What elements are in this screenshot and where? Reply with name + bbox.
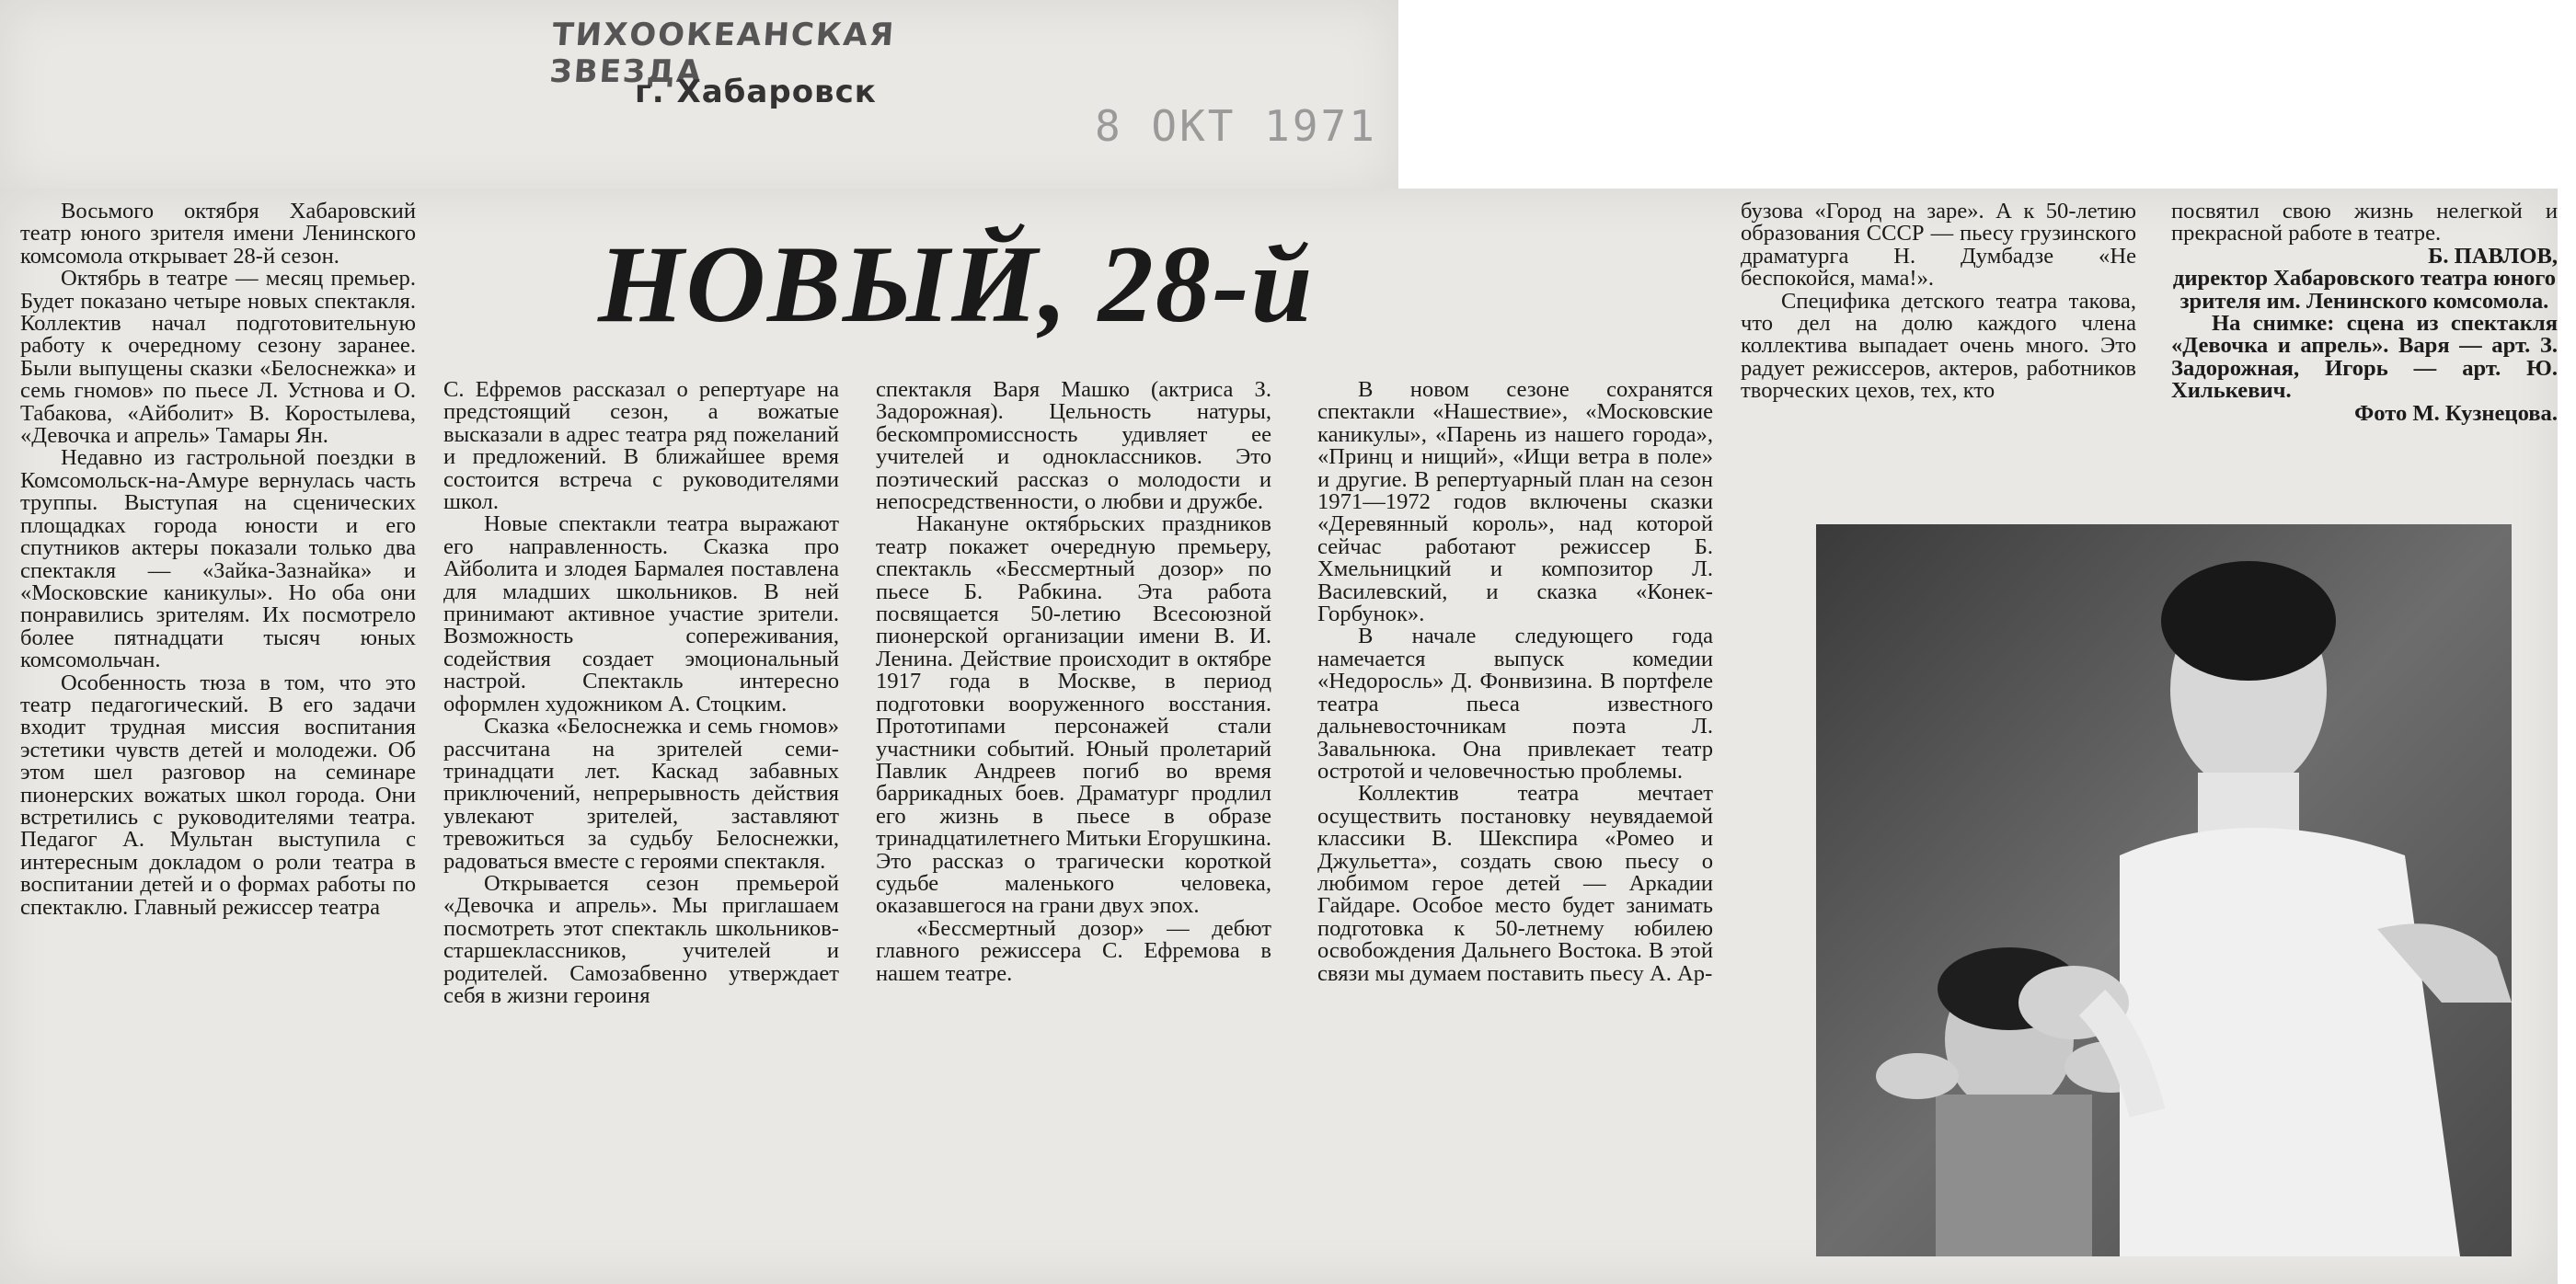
author-role: директор Хабаровского театра юного зрителя им. Ленинского комсомола. <box>2172 266 2557 314</box>
article-column-1 <box>20 201 416 919</box>
article-column-3 <box>876 379 1271 985</box>
stage-photo <box>1816 524 2512 1256</box>
paragraph: В начале следующего года намечается выпуск комедии «Недоросль» Д. Фонвизина. В портфеле театра пьеса известного дальневосточникам поэта Л. Завальнюка. Она привлекает театр остротой и человечностью проблемы. <box>1317 624 1713 784</box>
article-headline: НОВЫЙ, 28-й <box>598 223 1315 345</box>
paragraph: Коллектив театра мечтает осуществить постановку неувядаемой классики В. Шекспира «Ромео и Джульетта», создать свою пьесу о любимом герое детей — Аркадии Гайдаре. Особое место будет занимать подготовка к 50-летнему юбилею освобождения Дальнего Востока. В этой связи мы думаем поставить пьесу А. Ар- <box>1317 781 1713 986</box>
newspaper-masthead: ТИХООКЕАНСКАЯ ЗВЕЗДА <box>548 17 897 90</box>
article-column-6 <box>2171 201 2558 425</box>
photo-credit: Фото М. Кузнецова. <box>2354 400 2558 426</box>
paragraph: Накануне октябрьских праздников театр покажет очередную премьеру, спектакль «Бессмертный дозор» по пьесе Б. Рабкина. Эта работа посвящается 50-летию Всесоюзной пионерской организации имени В. И. Ленина. Действие происходит в октябре 1917 года в Москве, в период подготовки вооруженного восстания. Прототипами персонажей стали участники событий. Юный пролетарий Павлик Андреев погиб во время баррикадных боев. Драматург продлил его жизнь в пьесе в образе тринадцатилетнего Митьки Егорушкина. Это рассказ о трагически короткой судьбе маленького человека, оказавшегося на грани двух эпох. <box>876 511 1271 919</box>
paragraph: Новые спектакли театра выражают его направленность. Сказка про Айболита и злодея Бармалея поставлена для младших школьников. В ней принимают активное участие зрители. Возможность сопереживания, содействия создает эмоциональный настрой. Спектакль интересно оформлен художником А. Стоцким. <box>443 511 839 717</box>
paragraph: Сказка «Белоснежка и семь гномов» рассчитана на зрителей семи-тринадцати лет. Каскад забавных приключений, непрерывность действия увлекают зрителей, заставляют тревожиться за судьбу Белоснежки, радоваться вместе с героями спектакля. <box>443 714 839 874</box>
caption-text: сцена из спектакля «Девочка и апрель». Варя — арт. З. Задорожная, Игорь — арт. Ю. Хилькевич. <box>2171 311 2558 404</box>
author-signature: Б. ПАВЛОВ, <box>2428 243 2558 269</box>
date-stamp: 8 ОКТ 1971 <box>1095 101 1377 151</box>
paragraph: Октябрь в театре — месяц премьер. Будет показано четыре новых спектакля. Коллектив начал подготовительную работу к очередному сезону заранее. Были выпущены сказки «Белоснежка» и семь гномов» по пьесе Л. Устнова и О. Табакова, «Айболит» В. Коростылева, «Девочка и апрель» Тамары Ян. <box>20 266 416 449</box>
article-column-5 <box>1741 201 2136 403</box>
article-column-2 <box>443 379 839 1007</box>
photo-caption <box>2171 313 2558 403</box>
paragraph: посвятил свою жизнь нелегкой и прекрасной работе в театре. <box>2171 199 2558 246</box>
article-column-4 <box>1317 379 1713 985</box>
paragraph: В новом сезоне сохранятся спектакли «Нашествие», «Московские каникулы», «Парень из нашего города», «Принц и нищий», «Ищи ветра в поле» и другие. В репертуарный план на сезон 1971—1972 годов включены сказки «Деревянный король», над которой сейчас работают режиссер Б. Хмельницкий и композитор Л. Василевский, и сказка «Конек-Горбунок». <box>1317 377 1713 627</box>
paragraph: Открывается сезон премьерой «Девочка и апрель». Мы приглашаем посмотреть этот спектакль школьников-старшеклассников, учителей и родителей. Самозабвенно утверждает себя в жизни героиня <box>443 870 839 1008</box>
paragraph: «Бессмертный дозор» — дебют главного режиссера С. Ефремова в нашем театре. <box>876 915 1271 986</box>
paragraph: спектакля Варя Машко (актриса З. Задорожная). Цельность натуры, бескомпромиссность удивляет ее учителей и одноклассников. Это поэтический рассказ о молодости и непосредственности, о любви и дружбе. <box>876 377 1271 515</box>
paragraph: бузова «Город на заре». А к 50-летию образования СССР — пьесу грузинского драматурга Н. Думбадзе «Не беспокойся, мама!». <box>1741 199 2136 292</box>
caption-label: На снимке: <box>2212 311 2335 337</box>
paragraph: Восьмого октября Хабаровский театр юного зрителя имени Ленинского комсомола открывает 28-й сезон. <box>20 199 416 269</box>
photo-image <box>1816 524 2512 1256</box>
paragraph: Недавно из гастрольной поездки в Комсомольск-на-Амуре вернулась часть труппы. Выступая на сценических площадках города юности и его спутников актеры показали только два спектакля — «Зайка-Зазнайка» и «Московские каникулы». Но оба они понравились зрителям. Их посмотрело более пятнадцати тысяч юных комсомольчан. <box>20 445 416 673</box>
masthead-city: г. Хабаровск <box>635 74 877 110</box>
paragraph: С. Ефремов рассказал о репертуаре на предстоящий сезон, а вожатые высказали в адрес театра ряд пожеланий и предложений. В ближайшее время состоится встреча с руководителями школ. <box>443 377 839 515</box>
paragraph: Особенность тюза в том, что это театр педагогический. В его задачи входит трудная миссия воспитания эстетики чувств детей и молодежи. Об этом шел разговор на семинаре пионерских вожатых школ города. Они встретились с руководителями театра. Педагог А. Мультан выступила с интересным докладом о роли театра в воспитании детей и о формах работы по спектаклю. Главный режиссер театра <box>20 670 416 920</box>
paragraph: Специфика детского театра такова, что дел на долю каждого члена коллектива выпадает очень много. Это радует режиссеров, актеров, работников творческих цехов, тех, кто <box>1741 288 2136 404</box>
